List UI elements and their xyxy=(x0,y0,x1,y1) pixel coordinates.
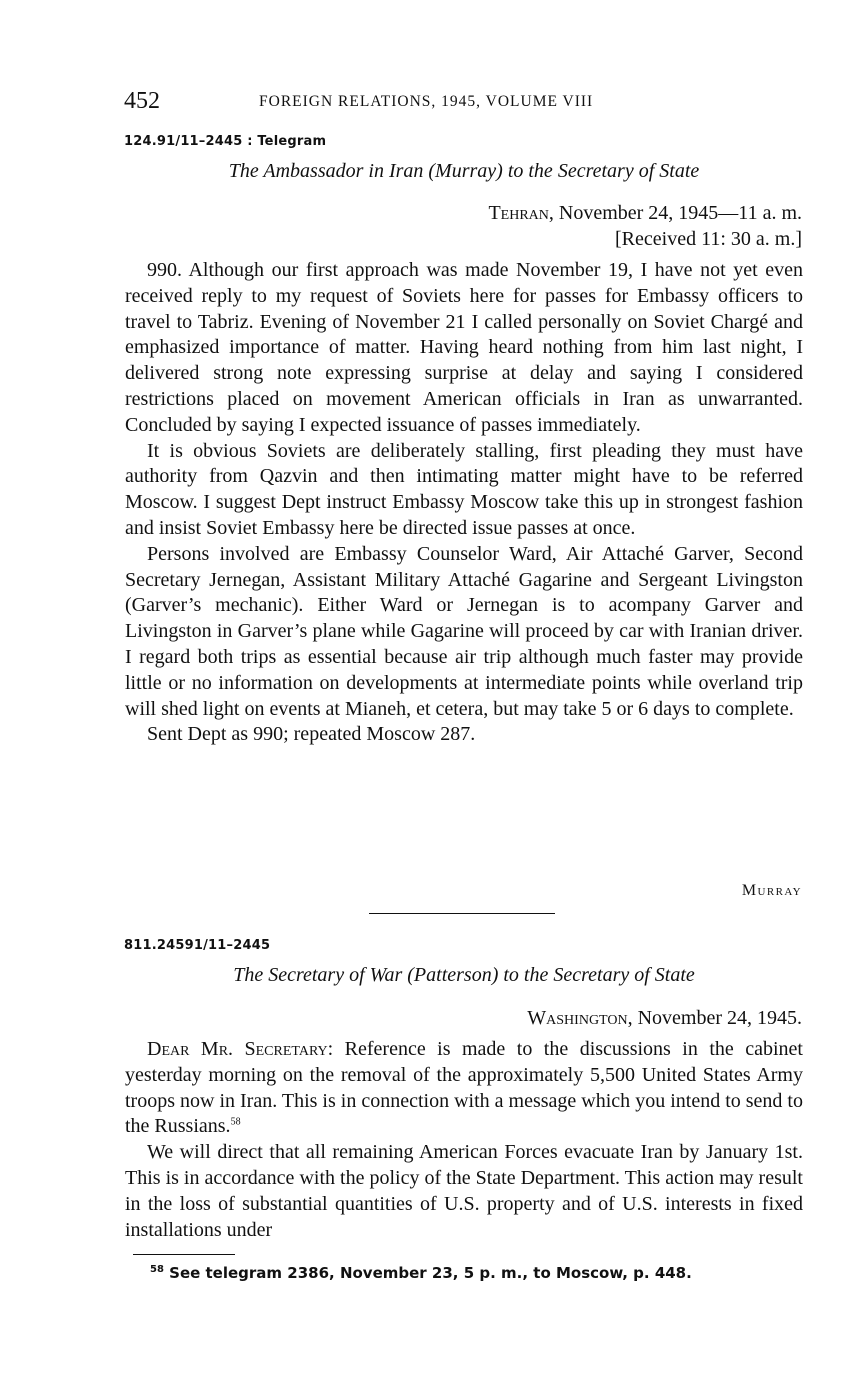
doc1-place: Tehran xyxy=(488,202,549,224)
doc1-paragraph: It is obvious Soviets are deliberately stalling, first pleading they must have authority from Qazvin and then intimating matter might have to be referred Moscow. I suggest Dept instruct Embassy Moscow take this up in strongest fashion and insist Soviet Embassy here be directed issue passes at once. xyxy=(125,439,803,539)
running-head xyxy=(124,88,804,118)
running-title: FOREIGN RELATIONS, 1945, VOLUME VIII xyxy=(259,93,594,110)
footnote-text: See telegram 2386, November 23, 5 p. m., to Moscow, p. 448. xyxy=(163,1264,692,1282)
doc1-paragraph: Persons involved are Embassy Counselor Ward, Air Attaché Garver, Second Secretary Jernegan, Assistant Military Attaché Gagarine and Sergeant Livingston (Garver’s mechanic). Either Ward or Jernegan is to acompany Garver and Livingston in Garver’s plane while Gagarine will proceed by car with Iranian driver. I regard both trips as essential because air trip although much faster may provide little or no information on developments at intermediate points while overland trip will shed light on events at Mianeh, et cetera, but may take 5 or 6 days to complete. xyxy=(125,542,803,720)
doc1-heading: The Ambassador in Iran (Murray) to the Secretary of State xyxy=(228,160,700,182)
footnote-rule xyxy=(133,1254,235,1255)
doc2-place: Washington xyxy=(527,1007,628,1029)
doc1-file-reference: 124.91/11–2445 : Telegram xyxy=(124,134,327,149)
footnote-reference: 58 xyxy=(230,1116,241,1128)
doc1-dateline xyxy=(488,202,802,225)
footnote xyxy=(150,1264,692,1282)
doc2-paragraph-text: Reference is made to the discussions in the cabinet yesterday morning on the removal of the approximately 5,500 United States Army troops now in Iran. This is in connection with a message which you intend to send to the Russians. xyxy=(125,1038,803,1138)
doc1-date: , November 24, 1945—11 a. m. xyxy=(548,202,802,224)
doc1-body xyxy=(125,258,803,748)
section-separator xyxy=(369,913,555,914)
page-number: 452 xyxy=(124,88,160,114)
footnote-marker: 58 xyxy=(150,1264,164,1275)
doc2-paragraph: We will direct that all remaining American Forces evacuate Iran by January 1st. This is in accordance with the policy of the State Department. This action may result in the loss of substantial quantities of U.S. property and of U.S. interests in fixed installations under xyxy=(125,1141,803,1241)
doc2-dateline xyxy=(527,1007,802,1030)
doc1-paragraph: Sent Dept as 990; repeated Moscow 287. xyxy=(147,723,476,746)
doc2-body xyxy=(125,1037,803,1243)
doc1-paragraph: 990. Although our first approach was made November 19, I have not yet even received reply to my request of Soviets here for passes for Embassy officers to travel to Tabriz. Evening of November 21 I called personally on Soviet Chargé and emphasized importance of matter. Having heard nothing from him last night, I delivered strong note expressing surprise at delay and saying I considered restrictions placed on movement American officials in Iran as unwarranted. Concluded by saying I expected issuance of passes immediately. xyxy=(125,259,803,436)
doc2-salutation: Dear Mr. Secretary: xyxy=(147,1038,334,1060)
doc1-received: [Received 11: 30 a. m.] xyxy=(615,228,802,250)
doc2-date: , November 24, 1945. xyxy=(627,1007,802,1029)
doc2-heading: The Secretary of War (Patterson) to the Secretary of State xyxy=(233,964,695,986)
doc2-file-reference: 811.24591/11–2445 xyxy=(124,938,271,953)
doc1-signature: Murray xyxy=(741,882,802,899)
doc2-paragraph xyxy=(125,1037,803,1140)
